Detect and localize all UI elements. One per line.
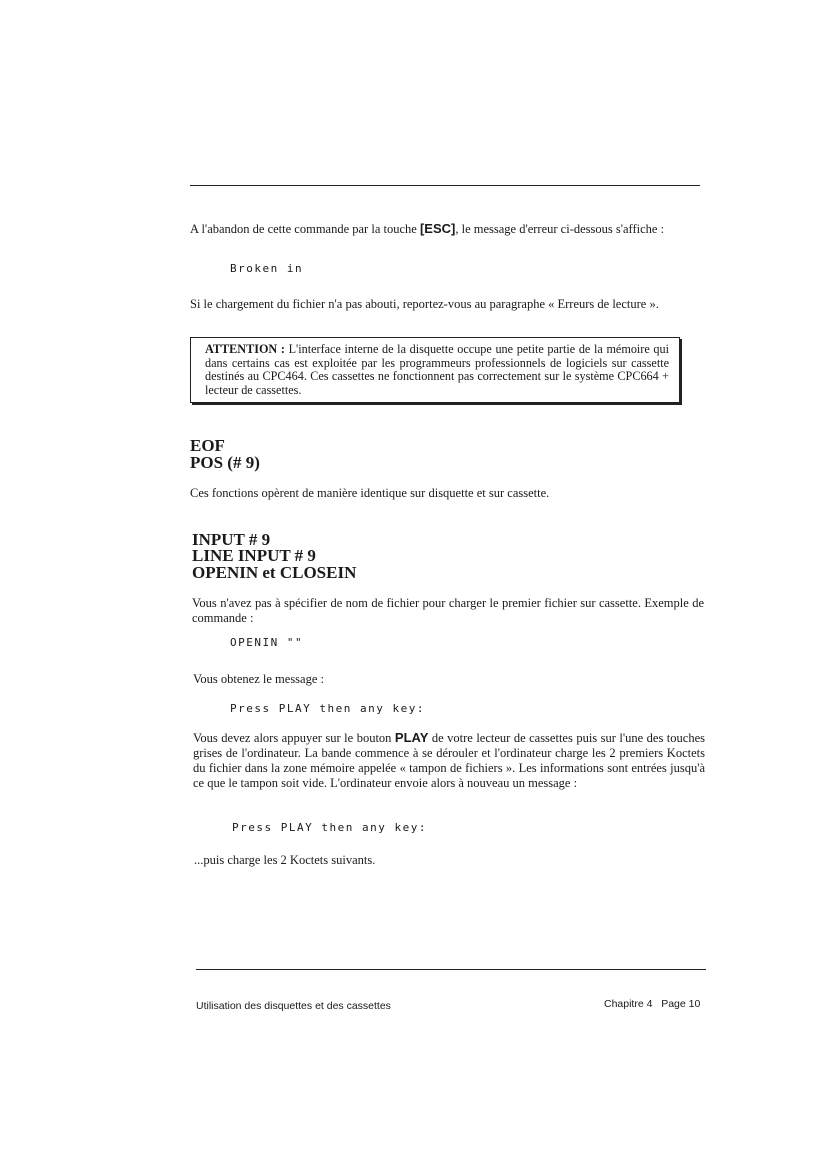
footer-right: Chapitre 4 Page 10 <box>604 998 701 1010</box>
message-paragraph: Vous obtenez le message : <box>193 672 324 686</box>
play-text-after: de votre lecteur de cassettes puis sur l'une des touches grises de l'ordinateur. La bande commence à se dérouler et l'ordinateur charge les 2 premiers Koctets du fichier dans la zone mémoire appelée « tampon de fichiers ». Les informations sont entrées jusqu'à ce que le tampon soit vide. L'ordinateur envoie alors à nouveau un message : <box>193 731 705 790</box>
footer-left: Utilisation des disquettes et des cassettes <box>196 1000 391 1012</box>
code-openin: OPENIN "" <box>230 636 304 649</box>
intro-text-before: A l'abandon de cette commande par la touche <box>190 222 420 236</box>
heading-line-input: LINE INPUT # 9 <box>192 546 316 565</box>
attention-label: ATTENTION : <box>205 342 285 356</box>
intro-text-after: , le message d'erreur ci-dessous s'affiche : <box>455 222 665 236</box>
heading-openin-closein: OPENIN et CLOSEIN <box>192 563 357 582</box>
play-paragraph <box>193 730 705 791</box>
final-paragraph: ...puis charge les 2 Koctets suivants. <box>194 853 376 867</box>
bottom-rule <box>196 969 706 970</box>
load-failed-paragraph: Si le chargement du fichier n'a pas abouti, reportez-vous au paragraphe « Erreurs de lecture ». <box>190 297 659 311</box>
code-press-play-2: Press PLAY then any key: <box>232 821 427 834</box>
heading-pos: POS (# 9) <box>190 453 260 472</box>
play-text-before: Vous devez alors appuyer sur le bouton <box>193 731 395 745</box>
play-key-label: PLAY <box>394 730 429 745</box>
esc-key-label: [ESC] <box>419 221 456 236</box>
code-press-play-1: Press PLAY then any key: <box>230 702 425 715</box>
attention-paragraph <box>205 343 669 397</box>
attention-text: L'interface interne de la disquette occupe une petite partie de la mémoire qui dans certains cas est exploitée par les programmeurs professionnels de logiciels sur cassette destinés au CPC464. Ces cassettes ne fonctionnent pas correctement sur le système CPC664 + lecteur de cassettes. <box>205 342 669 397</box>
top-rule <box>190 185 700 186</box>
heading-eof: EOF <box>190 436 225 455</box>
code-broken-in: Broken in <box>230 262 304 275</box>
intro-paragraph <box>190 221 700 237</box>
heading-input: INPUT # 9 <box>192 530 271 549</box>
attention-box <box>190 337 680 403</box>
no-name-paragraph: Vous n'avez pas à spécifier de nom de fichier pour charger le premier fichier sur cassette. Exemple de commande : <box>192 596 704 625</box>
functions-paragraph: Ces fonctions opèrent de manière identique sur disquette et sur cassette. <box>190 486 550 500</box>
